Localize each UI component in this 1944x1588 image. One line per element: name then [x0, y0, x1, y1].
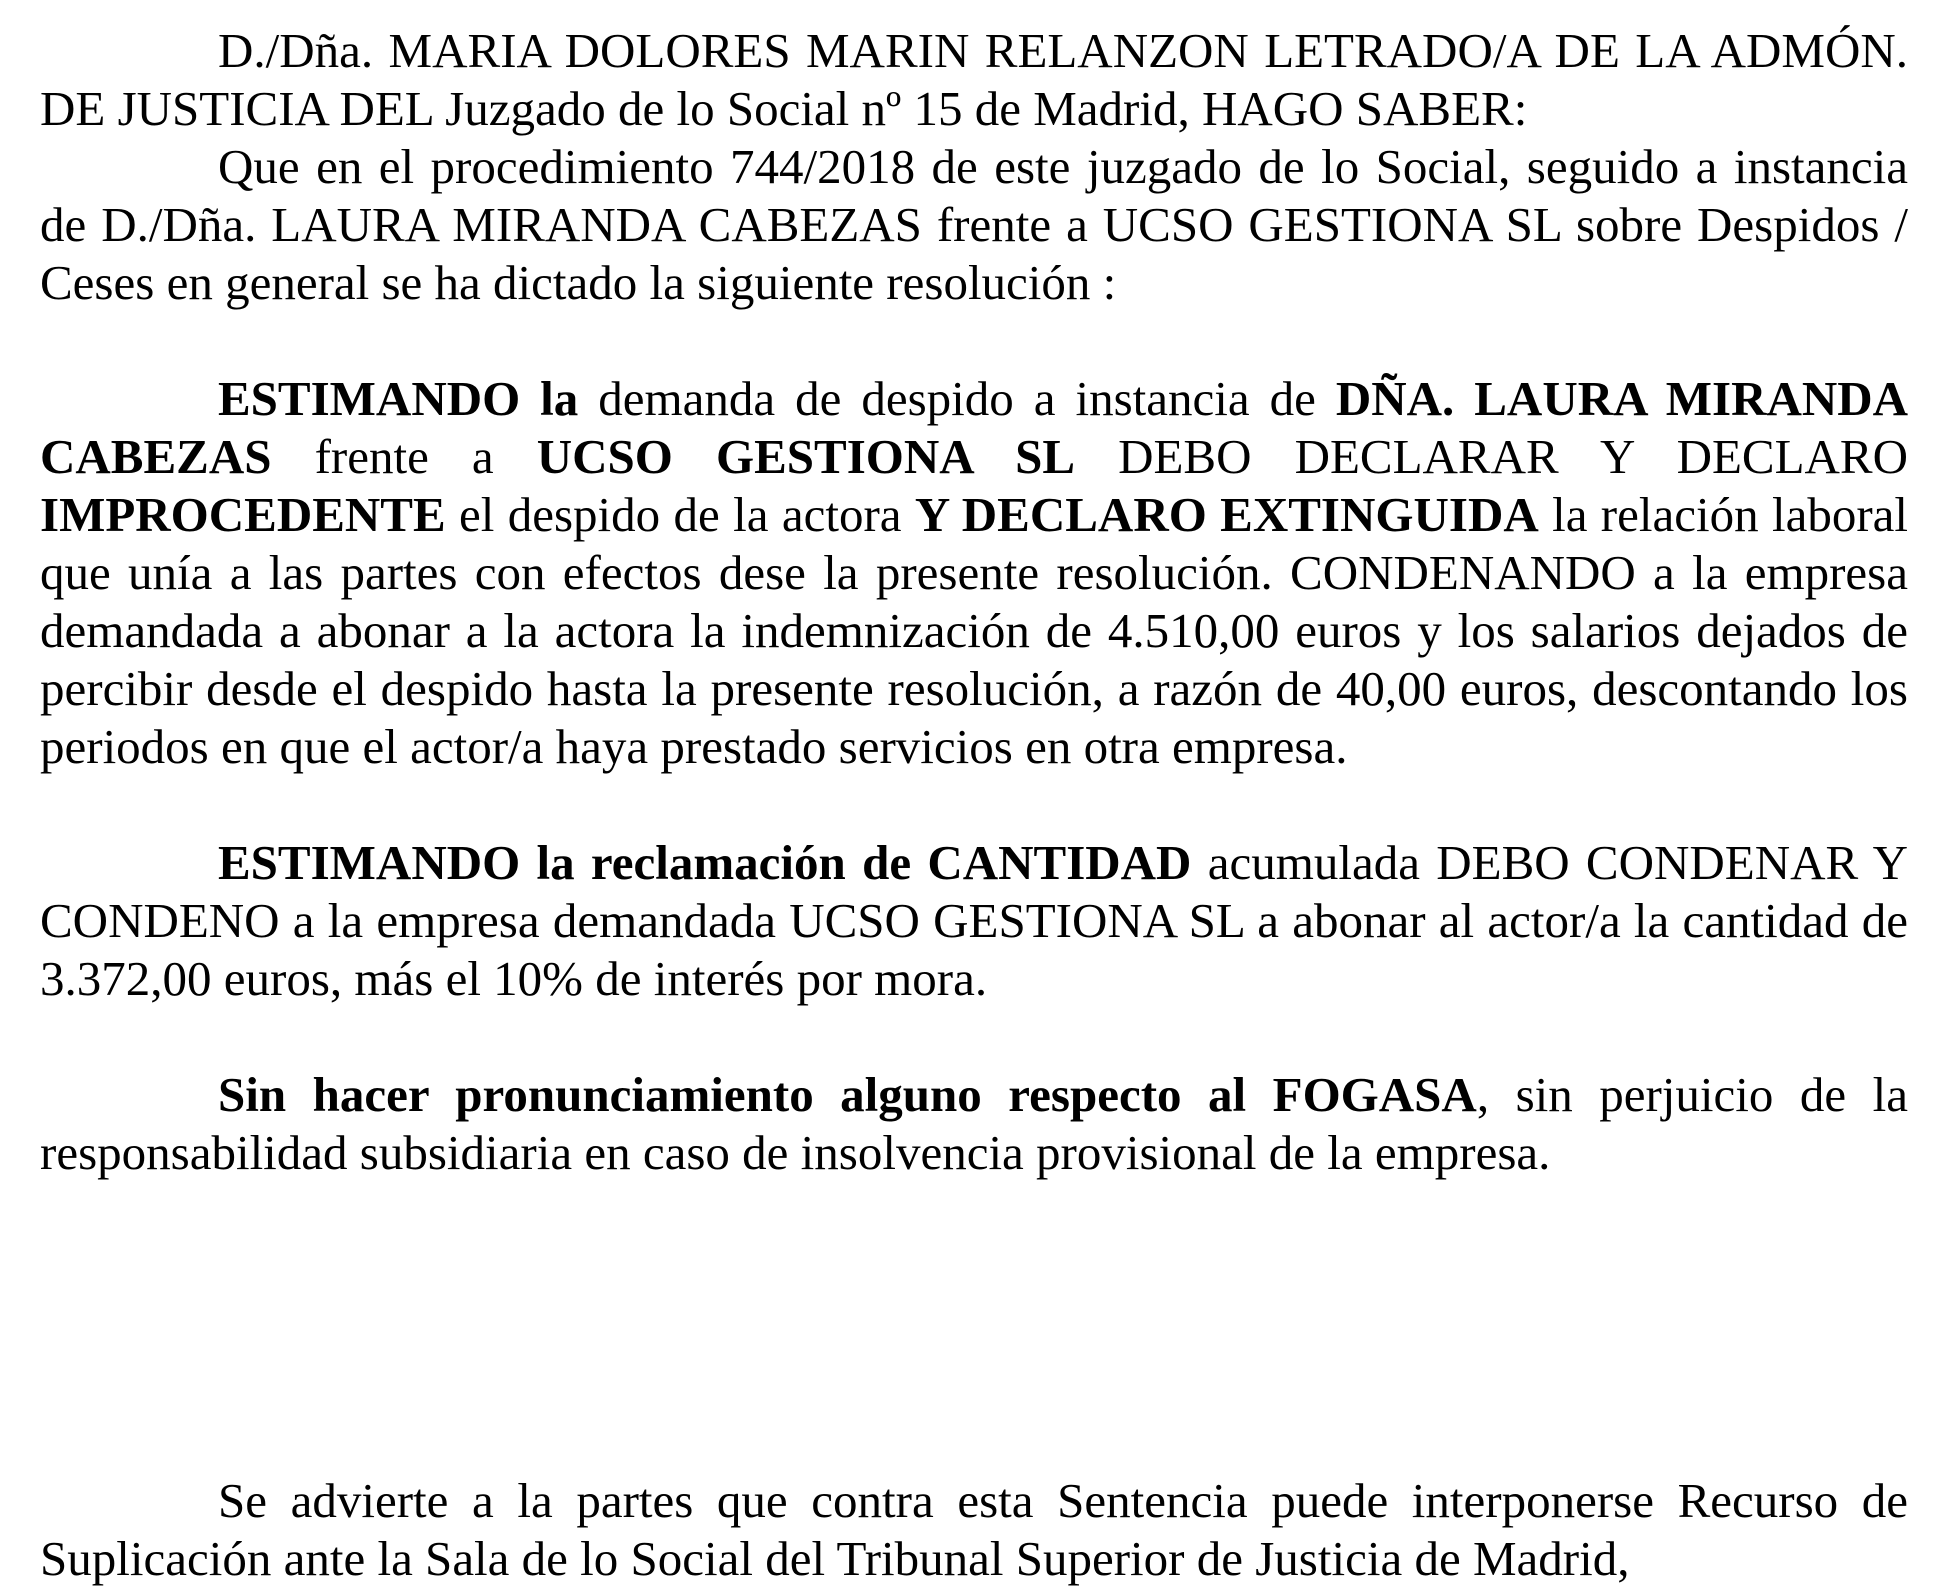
ruling-dismissal-text-1: demanda de despido a instancia de	[578, 371, 1336, 426]
document-page	[40, 22, 1908, 1588]
ruling-amount-bold: ESTIMANDO la reclamación de CANTIDAD	[218, 835, 1192, 890]
ruling-dismissal-paragraph	[40, 370, 1908, 776]
ruling-dismissal-text-5: la relación laboral que unía a las partes con efectos dese la presente resolución. CONDENANDO a la empresa demandada a abonar a la actora la indemnización de 4.510,00 euros y los salarios dejados de percibir desde el despido hasta la presente resolución, a razón de 40,00 euros, descontando los periodos en que el actor/a haya prestado servicios en otra empresa.	[40, 487, 1908, 774]
header-paragraph	[40, 22, 1908, 138]
ruling-dismissal-text-2: frente a	[271, 429, 537, 484]
header-text: D./Dña. MARIA DOLORES MARIN RELANZON LETRADO/A DE LA ADMÓN. DE JUSTICIA DEL Juzgado de lo Social nº 15 de Madrid, HAGO SABER:	[40, 23, 1908, 136]
ruling-dismissal-bold-4: IMPROCEDENTE	[40, 487, 446, 542]
ruling-dismissal-text-3: DEBO DECLARAR Y DECLARO	[1075, 429, 1908, 484]
appeal-notice-text: Se advierte a la partes que contra esta Sentencia puede interponerse Recurso de Suplicación ante la Sala de lo Social del Tribunal Superior de Justicia de Madrid,	[40, 1473, 1908, 1586]
ruling-fogasa-text: , sin perjuicio de la responsabilidad subsidiaria en caso de insolvencia provisional de la empresa.	[40, 1067, 1908, 1180]
appeal-notice-paragraph	[40, 1472, 1908, 1588]
ruling-fogasa-bold: Sin hacer pronunciamiento alguno respecto al FOGASA	[218, 1067, 1477, 1122]
ruling-fogasa-paragraph	[40, 1066, 1908, 1182]
ruling-dismissal-bold-5: Y DECLARO EXTINGUIDA	[914, 487, 1539, 542]
ruling-amount-text: acumulada DEBO CONDENAR Y CONDENO a la empresa demandada UCSO GESTIONA SL a abonar al actor/a la cantidad de 3.372,00 euros, más el 10% de interés por mora.	[40, 835, 1909, 1006]
ruling-dismissal-bold-3: UCSO GESTIONA SL	[536, 429, 1076, 484]
ruling-dismissal-bold-2: DÑA. LAURA MIRANDA CABEZAS	[40, 371, 1908, 484]
ruling-amount-paragraph	[40, 834, 1908, 1008]
ruling-dismissal-text-4: el despido de la actora	[445, 487, 915, 542]
intro-paragraph	[40, 138, 1908, 312]
ruling-dismissal-bold-1: ESTIMANDO la	[218, 371, 579, 426]
intro-text: Que en el procedimiento 744/2018 de este juzgado de lo Social, seguido a instancia de D./Dña. LAURA MIRANDA CABEZAS frente a UCSO GESTIONA SL sobre Despidos / Ceses en general se ha dictado la siguiente resolución :	[40, 139, 1908, 310]
